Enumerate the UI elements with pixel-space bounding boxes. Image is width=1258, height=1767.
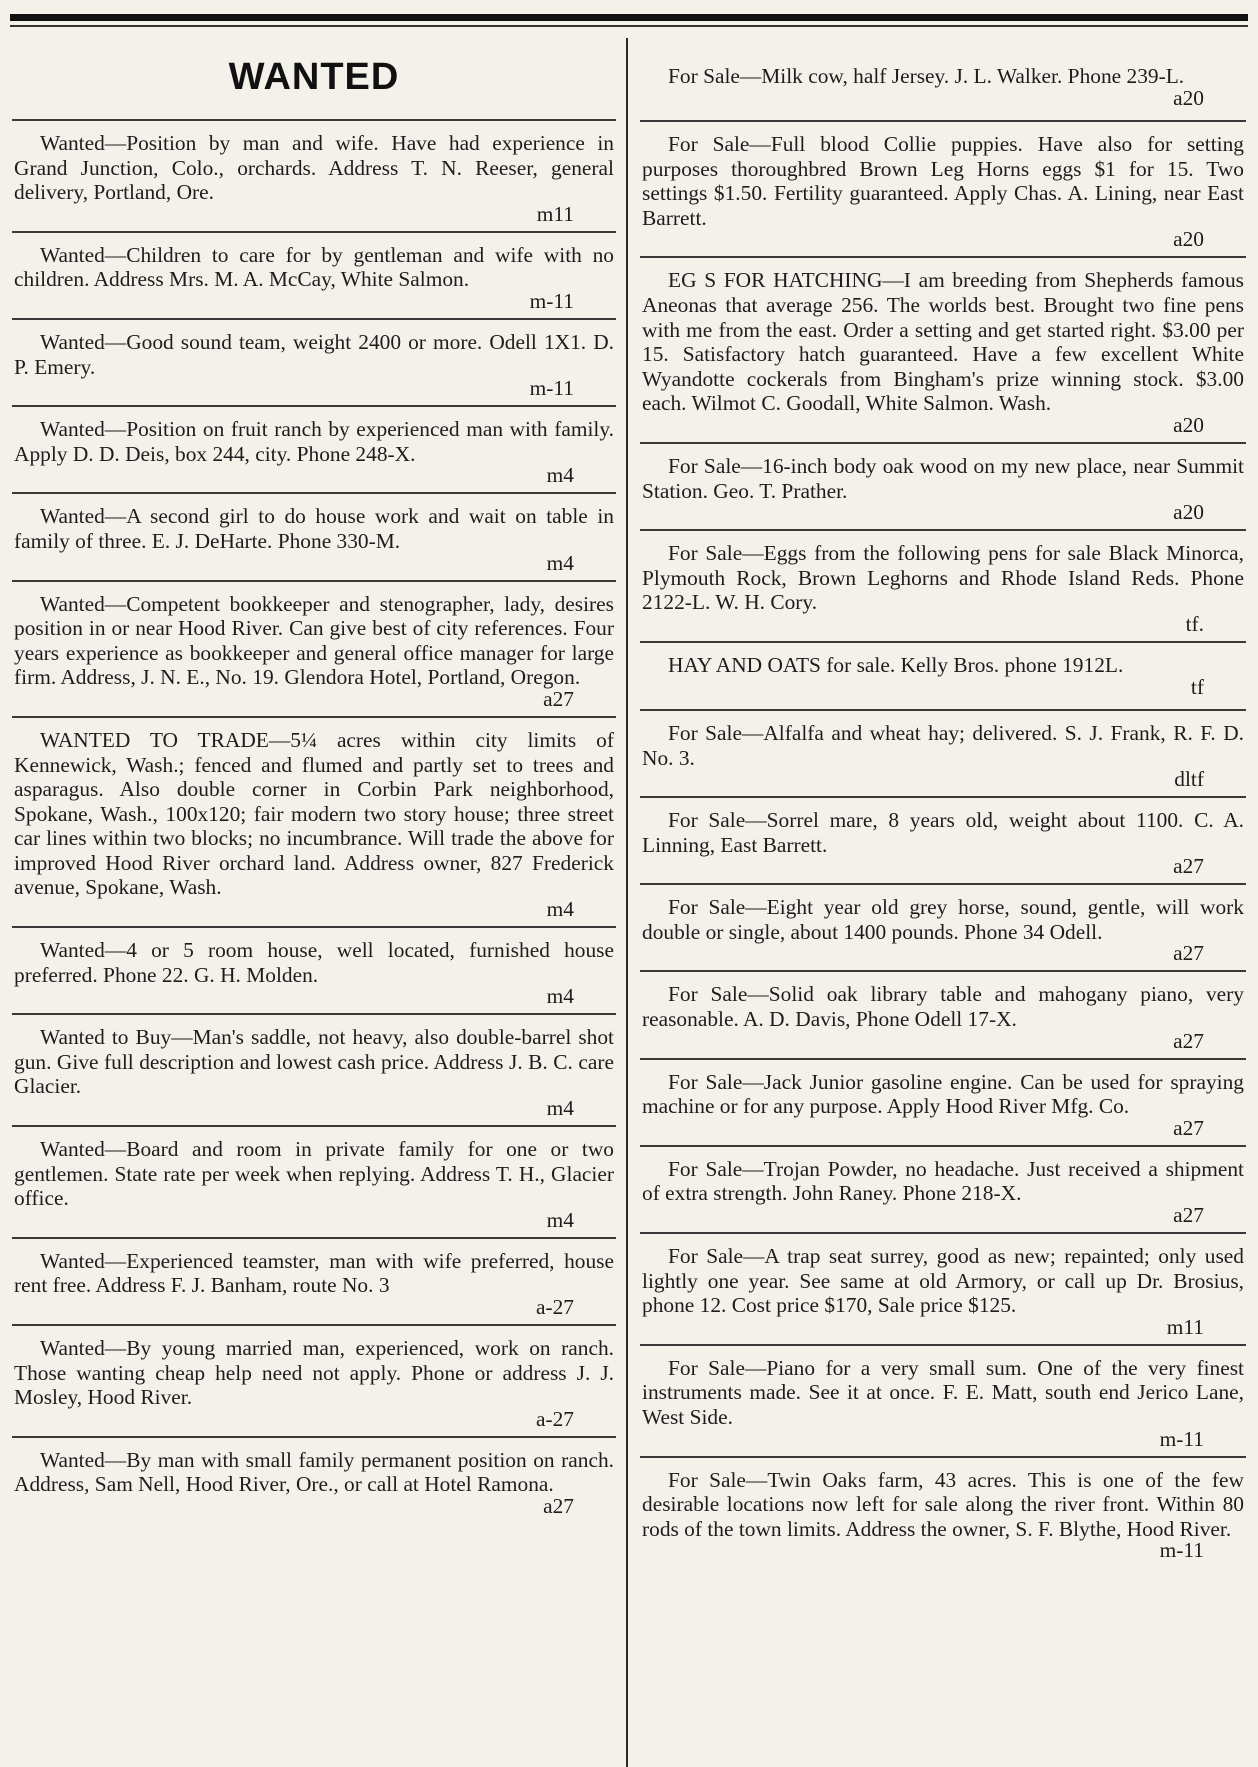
ad-code: m4	[546, 1207, 574, 1232]
ad-code: m-11	[529, 288, 574, 313]
classified-ad	[12, 1013, 616, 1125]
classified-ad	[12, 318, 616, 405]
left-ads-list	[12, 119, 616, 1523]
classified-ad	[12, 231, 616, 318]
classified-ad	[12, 1324, 616, 1436]
ad-code: a20	[1173, 227, 1204, 252]
ad-code: a-27	[535, 1406, 574, 1431]
ad-text: Wanted—Experienced teamster, man with wife preferred, house rent free. Address F. J. Banham, route No. 3	[14, 1248, 614, 1298]
ad-text: For Sale—Milk cow, half Jersey. J. L. Walker. Phone 239-L.	[668, 64, 1185, 88]
ad-code: a20	[1173, 85, 1204, 110]
ad-code: a27	[1173, 1028, 1204, 1053]
classified-ad	[640, 1232, 1246, 1344]
classified-ad	[640, 970, 1246, 1057]
ad-code: m4	[546, 897, 574, 922]
classified-ad	[640, 120, 1246, 256]
ad-code: m11	[536, 201, 574, 226]
ad-text: Wanted—4 or 5 room house, well located, furnished house preferred. Phone 22. G. H. Molden.	[14, 938, 614, 987]
right-ads-list	[640, 40, 1246, 1567]
ad-text: Wanted—Position by man and wife. Have had experience in Grand Junction, Colo., orchards. Address T. N. Reeser, general delivery, Portland, Ore.	[14, 131, 614, 205]
ad-code: m-11	[1159, 1426, 1204, 1451]
ad-code: a-27	[535, 1295, 574, 1319]
ad-text: For Sale—Trojan Powder, no headache. Just received a shipment of extra strength. John Raney. Phone 218-X.	[642, 1156, 1244, 1206]
ad-text: For Sale—Alfalfa and wheat hay; delivered. S. J. Frank, R. F. D. No. 3.	[642, 720, 1244, 770]
ad-code: dltf	[1174, 767, 1204, 792]
ad-text: Wanted—Good sound team, weight 2400 or more. Odell 1X1. D. P. Emery.	[14, 329, 614, 379]
ad-text: HAY AND OATS for sale. Kelly Bros. phone 1912L.	[668, 652, 1124, 677]
right-column	[640, 40, 1246, 1767]
ad-code: m4	[546, 550, 574, 575]
ad-code: a27	[1173, 941, 1204, 966]
ad-text: Wanted—Competent bookkeeper and stenographer, lady, desires position in or near Hood River. Can give best of city references. Four years experience as bookkeeper and general office manager for large firm. Address, J. N. E., No. 19. Glendora Hotel, Portland, Oregon.	[14, 591, 614, 690]
classified-ad	[640, 883, 1246, 970]
left-column	[12, 40, 616, 1767]
classified-ad	[640, 1058, 1246, 1145]
ad-code: a20	[1173, 412, 1204, 437]
classified-ad	[640, 796, 1246, 883]
ad-text: For Sale—16-inch body oak wood on my new place, near Summit Station. Geo. T. Prather.	[642, 453, 1244, 503]
classified-ad	[12, 492, 616, 579]
ad-text: For Sale—Twin Oaks farm, 43 acres. This is one of the few desirable locations now left for sale along the river front. Within 80 rods of the town limits. Address the owner, S. F. Blythe, Hood River.	[642, 1467, 1244, 1541]
classified-ad	[12, 580, 616, 716]
classified-ad	[640, 529, 1246, 641]
top-rule	[10, 14, 1248, 21]
ad-text: For Sale—Jack Junior gasoline engine. Can be used for spraying machine or for any purpose. Apply Hood River Mfg. Co.	[642, 1069, 1244, 1119]
classified-ad	[640, 40, 1246, 120]
ad-code: tf	[1190, 674, 1204, 699]
ad-text: Wanted—By man with small family permanent position on ranch. Address, Sam Nell, Hood River, Ore., or call at Hotel Ramona.	[14, 1447, 614, 1497]
ad-code: a27	[1173, 854, 1204, 879]
classified-ad	[12, 1125, 616, 1237]
ad-text: EG S FOR HATCHING—I am breeding from Shepherds famous Aneonas that average 256. The worlds best. Brought two fine pens with me from the east. Order a setting and get started right. $3.00 per 15. Satisfactory hatch guaranteed. Have a few excellent White Wyandotte cockerals from Bingham's prize winning stock. $3.00 each. Wilmot C. Goodall, White Salmon. Wash.	[642, 268, 1244, 416]
ad-text: Wanted—Board and room in private family for one or two gentlemen. State rate per week when replying. Address T. H., Glacier office.	[14, 1137, 614, 1211]
classified-ad	[640, 1145, 1246, 1232]
ad-text: Wanted—A second girl to do house work and wait on table in family of three. E. J. DeHarte. Phone 330-M.	[14, 504, 614, 553]
ad-text: For Sale—Eight year old grey horse, sound, gentle, will work double or single, about 1400 pounds. Phone 34 Odell.	[642, 895, 1244, 944]
ad-text: WANTED TO TRADE—5¼ acres within city limits of Kennewick, Wash.; fenced and flumed and partly set to trees and asparagus. Also double corner in Corbin Park neighborhood, Spokane, Wash., 100x120; fair modern two story house; three street car lines within two blocks; no incumbrance. Will trade the above for improved Hood River orchard land. Address owner, 827 Frederick avenue, Spokane, Wash.	[14, 727, 614, 900]
ad-code: m4	[546, 463, 574, 488]
ad-text: Wanted to Buy—Man's saddle, not heavy, also double-barrel shot gun. Give full description and lowest cash price. Address J. B. C. care Glacier.	[14, 1025, 614, 1099]
ad-text: Wanted—Position on fruit ranch by experienced man with family. Apply D. D. Deis, box 244, city. Phone 248-X.	[14, 417, 614, 466]
classified-ad	[12, 119, 616, 231]
ad-code: tf.	[1185, 611, 1204, 636]
ad-text: For Sale—Eggs from the following pens for sale Black Minorca, Plymouth Rock, Brown Leghorns and Rhode Island Reds. Phone 2122-L. W. H. Cory.	[642, 541, 1244, 615]
classified-ad	[12, 1237, 616, 1324]
classified-ad	[12, 405, 616, 492]
ad-text: Wanted—Children to care for by gentleman and wife with no children. Address Mrs. M. A. McCay, White Salmon.	[14, 242, 614, 292]
ad-code: m-11	[1159, 1538, 1204, 1563]
ad-text: For Sale—Piano for a very small sum. One of the very finest instruments made. See it at once. F. E. Matt, south end Jerico Lane, West Side.	[642, 1355, 1244, 1429]
ad-text: For Sale—Full blood Collie puppies. Have also for setting purposes thoroughbred Brown Leg Horns eggs $1 for 15. Two settings $1.50. Fertility guaranteed. Apply Chas. A. Lining, near East Barrett.	[642, 132, 1244, 230]
wanted-heading: WANTED	[228, 56, 400, 98]
classified-ad	[640, 1344, 1246, 1456]
ad-code: a27	[543, 686, 574, 711]
top-rule-thin	[10, 25, 1248, 27]
ad-text: For Sale—A trap seat surrey, good as new; repainted; only used lightly one year. See same at old Armory, or call up Dr. Brosius, phone 12. Cost price $170, Sale price $125.	[642, 1244, 1244, 1318]
classified-ad	[640, 641, 1246, 709]
ad-code: a27	[1173, 1115, 1204, 1140]
classified-ad	[12, 926, 616, 1013]
classified-ad	[640, 256, 1246, 442]
classified-ad	[12, 1436, 616, 1523]
ad-code: m-11	[529, 376, 574, 401]
ad-code: m11	[1166, 1314, 1204, 1339]
ad-code: a27	[1173, 1203, 1204, 1228]
classified-ad	[640, 442, 1246, 529]
ad-text: For Sale—Sorrel mare, 8 years old, weight about 1100. C. A. Linning, East Barrett.	[642, 808, 1244, 857]
ad-text: Wanted—By young married man, experienced, work on ranch. Those wanting cheap help need not apply. Phone or address J. J. Mosley, Hood River.	[14, 1336, 614, 1410]
ad-code: a27	[543, 1493, 574, 1518]
ad-text: For Sale—Solid oak library table and mahogany piano, very reasonable. A. D. Davis, Phone Odell 17-X.	[642, 982, 1244, 1032]
column-divider	[626, 38, 628, 1767]
ad-code: a20	[1173, 500, 1204, 525]
classified-ad	[12, 716, 616, 926]
classified-ad	[640, 1456, 1246, 1568]
ad-code: m4	[546, 1096, 574, 1121]
ad-code: m4	[546, 984, 574, 1009]
classified-ad	[640, 709, 1246, 796]
